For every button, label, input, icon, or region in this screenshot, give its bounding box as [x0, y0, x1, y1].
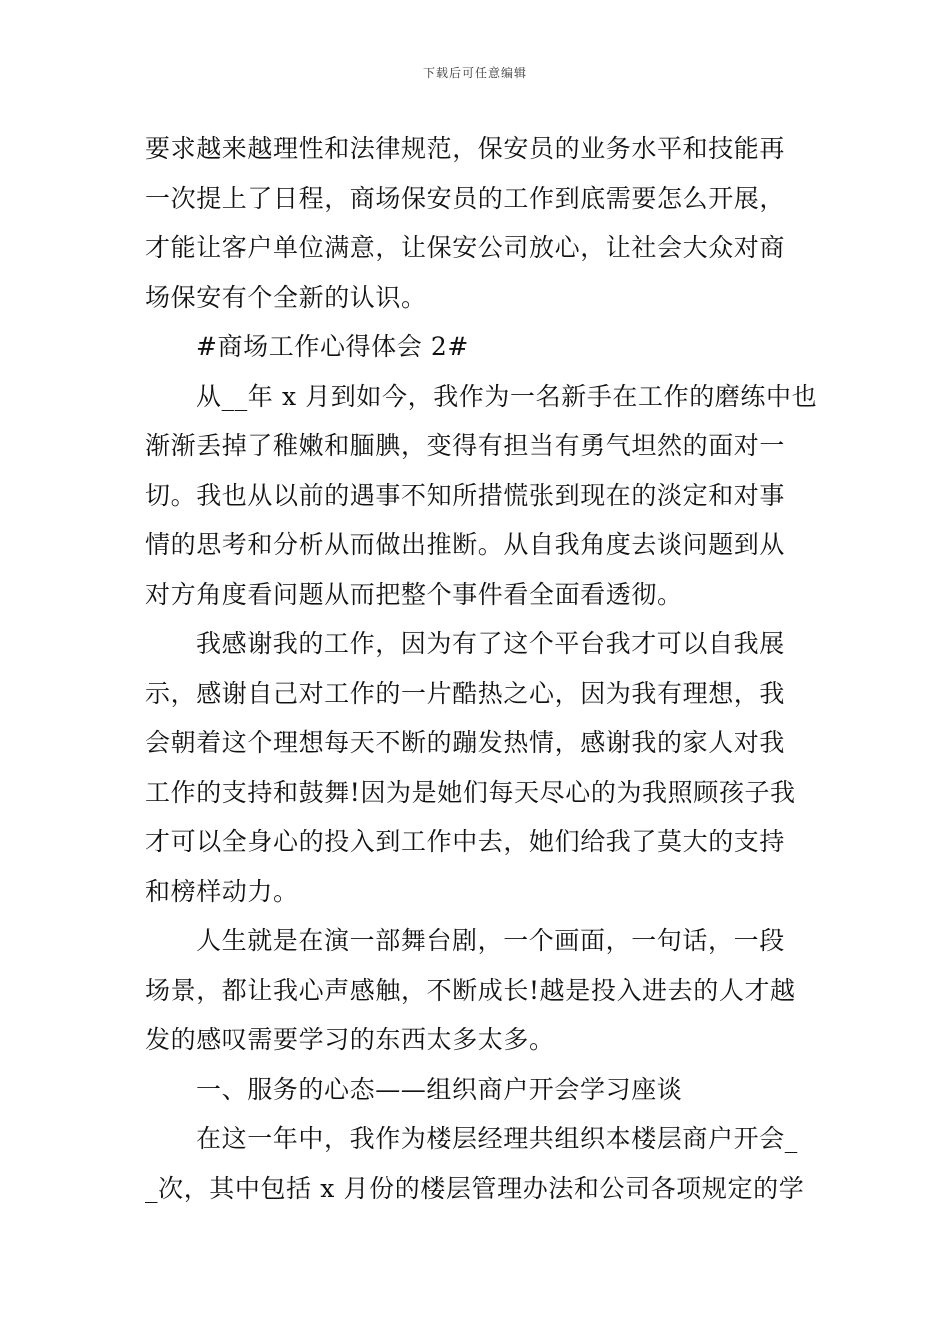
text-line: 示，感谢自己对工作的一片酷热之心，因为我有理想，我	[145, 678, 786, 708]
text-line: 要求越来越理性和法律规范，保安员的业务水平和技能再	[145, 134, 786, 163]
text-line: 场保安有个全新的认识。	[145, 282, 427, 312]
text-line: 对方角度看问题从而把整个事件看全面看透彻。	[145, 579, 683, 609]
text-line: 从__年 x 月到如今，我作为一名新手在工作的磨练中也	[196, 381, 818, 411]
text-line: 会朝着这个理想每天不断的蹦发热情，感谢我的家人对我	[145, 728, 786, 757]
text-line: 场景，都让我心声感触，不断成长!越是投入进去的人才越	[145, 975, 796, 1005]
section-heading: #商场工作心得体会 2#	[196, 332, 469, 361]
page-header: 下载后可任意编辑	[422, 66, 527, 80]
text-line: 才能让客户单位满意，让保安公司放心，让社会大众对商	[145, 233, 786, 262]
text-line: 工作的支持和鼓舞!因为是她们每天尽心的为我照顾孩子我	[145, 777, 796, 807]
text-line: 我感谢我的工作，因为有了这个平台我才可以自我展	[196, 629, 785, 658]
text-line: 在这一年中，我作为楼层经理共组织本楼层商户开会_	[196, 1124, 798, 1153]
document-body	[145, 124, 818, 1213]
text-line: 才可以全身心的投入到工作中去，她们给我了莫大的支持	[145, 827, 786, 856]
text-line: _次，其中包括 x 月份的楼层管理办法和公司各项规定的学	[145, 1173, 805, 1203]
section-heading: 一、服务的心态——组织商户开会学习座谈	[196, 1074, 683, 1104]
text-line: 渐渐丢掉了稚嫩和腼腆，变得有担当有勇气坦然的面对一	[145, 431, 786, 460]
text-line: 一次提上了日程，商场保安员的工作到底需要怎么开展，	[145, 183, 786, 213]
text-line: 和榜样动力。	[145, 876, 299, 906]
text-line: 发的感叹需要学习的东西太多太多。	[145, 1025, 555, 1054]
text-line: 切。我也从以前的遇事不知所措慌张到现在的淡定和对事	[145, 480, 786, 510]
text-line: 情的思考和分析从而做出推断。从自我角度去谈问题到从	[145, 530, 786, 559]
text-line: 人生就是在演一部舞台剧，一个画面，一句话，一段	[196, 926, 785, 955]
